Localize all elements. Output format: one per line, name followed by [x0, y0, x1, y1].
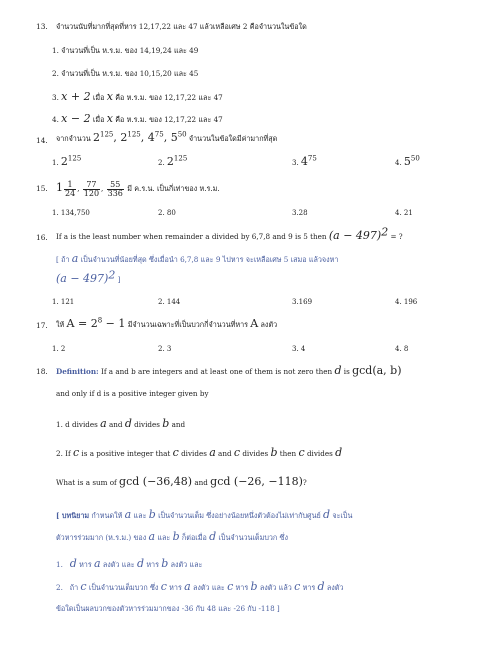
q15-option-3: 3.28: [292, 209, 308, 217]
q16-option-3: 3.169: [292, 298, 313, 306]
q18-condition-1: 1. d divides a and d divides b and: [56, 417, 186, 430]
q13-option-1: 1. จำนวนที่เป็น ห.ร.ม. ของ 14,19,24 และ 49: [52, 46, 199, 55]
q16-option-2: 2. 144: [158, 298, 181, 306]
q15-option-4: 4. 21: [395, 209, 413, 217]
q18-thai-line-5: ข้อใดเป็นผลบวกของตัวหารร่วมมากของ -36 กับ 48 และ -26 กับ -118 ]: [56, 604, 280, 613]
q13-text: จำนวนนับที่มากที่สุดที่หาร 12,17,22 และ 47 แล้วเหลือเศษ 2 คือจำนวนในข้อใด: [56, 22, 307, 31]
q18-definition-line-2: and only if d is a positive integer given by: [56, 389, 209, 398]
q17-option-3: 3. 4: [292, 345, 306, 353]
q14-option-2: 2. $2^{125}$: [158, 154, 188, 168]
q15-fraction-1: $\frac{1}{24}$: [65, 179, 76, 198]
q17-option-4: 4. 8: [395, 345, 409, 353]
q13-option-3: 3. x + 2 เมื่อ x คือ ห.ร.ม. ของ 12,17,22 และ 47: [52, 90, 223, 103]
q17-option-1: 1. 2: [52, 345, 66, 353]
q17-number: 17.: [36, 321, 48, 330]
q16-option-4: 4. 196: [395, 298, 418, 306]
definition-label: Definition:: [56, 367, 99, 376]
q15-fraction-2: $\frac{77}{120}$: [83, 179, 100, 198]
q14-option-3: 3. $4^{75}$: [292, 154, 317, 168]
q18-definition-line-1: Definition: If a and b are integers and at least one of them is not zero then d is gcd(a, b): [56, 364, 402, 377]
q15-number: 15.: [36, 184, 48, 193]
q15-fraction-3: $\frac{55}{336}$: [107, 179, 123, 198]
q13-option-2: 2. จำนวนที่เป็น ห.ร.ม. ของ 10,15,20 และ 45: [52, 69, 199, 78]
q18-thai-line-4: 2. ถ้า c เป็นจำนวนเต็มบวก ซึ่ง c หาร a ลงตัว และ c หาร b ลงตัว แล้ว c หาร d ลงตัว: [56, 580, 344, 593]
q16-text: If a is the least number when remainder a divided by 6,7,8 and 9 is 5 then $(a - 497)^2$ = ?: [56, 225, 403, 242]
q14-text: จากจำนวน $2^{125}$, $2^{125}$, $4^{75}$, $5^{50}$ จำนวนในข้อใดมีค่ามากที่สุด: [56, 130, 278, 144]
q15-option-2: 2. 80: [158, 209, 176, 217]
q17-text: ให้ $A = 2^8 - 1$ มีจำนวนเฉพาะที่เป็นบวกกี่จำนวนที่หาร A ลงตัว: [56, 316, 278, 330]
q15-text: 1 $\frac{1}{24}$ , $\frac{77}{120}$ , $\frac{55}{336}$ มี ค.ร.น. เป็นกี่เท่าของ ห.ร.ม.: [56, 179, 220, 198]
q13-number: 13.: [36, 22, 48, 31]
q18-thai-line-3: 1. d หาร a ลงตัว และ d หาร b ลงตัว และ: [56, 557, 203, 570]
q18-thai-line-2: ตัวหารร่วมมาก (ห.ร.ม.) ของ a และ b ก็ต่อเมื่อ d เป็นจำนวนเต็มบวก ซึ่ง: [56, 530, 288, 543]
q13-option-4: 4. x − 2 เมื่อ x คือ ห.ร.ม. ของ 12,17,22 และ 47: [52, 112, 223, 125]
q16-thai-line-1: [ ถ้า a เป็นจำนวนที่น้อยที่สุด ซึ่งเมื่อนำ 6,7,8 และ 9 ไปหาร จะเหลือเศษ 5 เสมอ แล้วจงหา: [56, 252, 339, 265]
q18-condition-2: 2. If c is a positive integer that c divides a and c divides b then c divides d: [56, 446, 343, 459]
q14-option-1: 1. $2^{125}$: [52, 154, 82, 168]
q16-thai-line-2: $(a - 497)^2$ ]: [56, 268, 121, 285]
q18-number: 18.: [36, 367, 48, 376]
q16-option-1: 1. 121: [52, 298, 75, 306]
q14-option-4: 4. $5^{50}$: [395, 154, 420, 168]
q18-thai-line-1: [ บทนิยาม กำหนดให้ a และ b เป็นจำนวนเต็ม ซึ่งอย่างน้อยหนึ่งตัวต้องไม่เท่ากับศูนย์ d จะเป็น: [56, 508, 353, 521]
q15-option-1: 1. 134,750: [52, 209, 90, 217]
q14-number: 14.: [36, 136, 48, 145]
q17-option-2: 2. 3: [158, 345, 172, 353]
q18-question: What is a sum of gcd (−36,48) and gcd (−26, −118)?: [56, 475, 307, 488]
q16-number: 16.: [36, 233, 48, 242]
